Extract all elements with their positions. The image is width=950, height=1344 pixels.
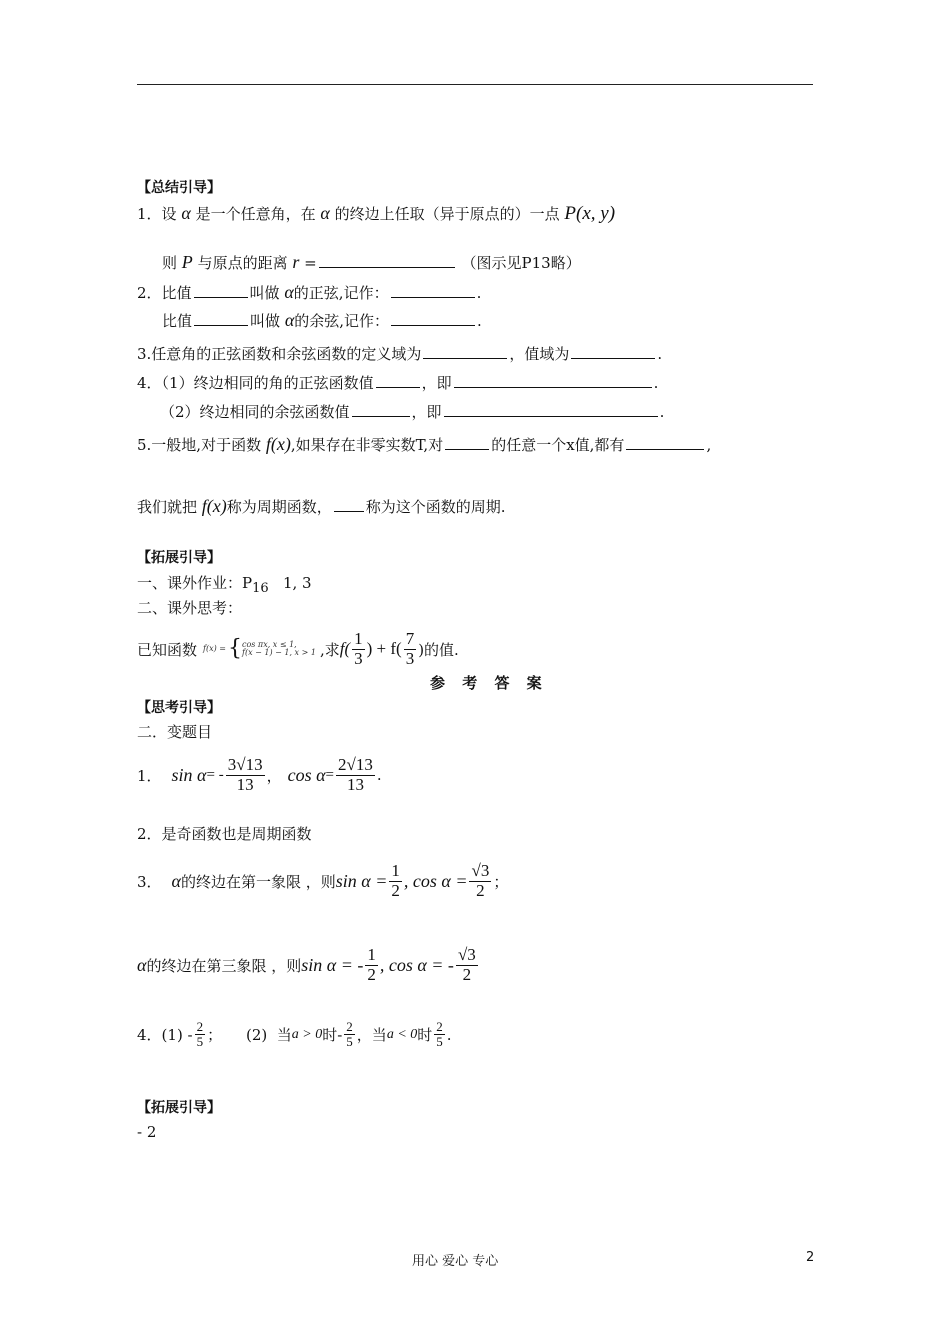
a4-t2: ，当 (356, 1026, 387, 1045)
numerator: 1 (367, 945, 376, 964)
period: . (376, 766, 382, 785)
alpha-symbol: α (137, 954, 147, 975)
answers-title: 参 考 答 案 (430, 674, 548, 692)
q5-l2-c: 称为这个函数的周期. (365, 498, 506, 516)
answer-1 (137, 756, 382, 794)
equals: = (325, 766, 335, 783)
q1-l2-a: 则 (162, 254, 178, 272)
answer-4 (137, 1020, 452, 1050)
fraction-seven-thirds (404, 630, 417, 668)
fill-blank (571, 344, 655, 359)
fraction-3sqrt13-13 (226, 756, 265, 794)
numerator: 1 (391, 861, 400, 880)
summary-q3: 3.任意角的正弦函数和余弦函数的定义域为 ，值域为 . (137, 345, 663, 363)
a3-text: 的终边在第一象限 ，则 (181, 872, 336, 891)
numerator: 7 (405, 629, 415, 648)
section-extension-heading: 【拓展引导】 (137, 550, 221, 566)
numerator: √3 (457, 945, 476, 964)
denominator: 2 (367, 964, 376, 984)
fill-blank (194, 311, 248, 326)
semicolon: ； (493, 872, 509, 891)
symbol-p: P (181, 252, 193, 272)
brace-icon: { (227, 636, 242, 662)
cos-alpha: cos α (287, 764, 326, 785)
plus-f: ) + f( (366, 639, 402, 659)
section-summary-heading: 【总结引导】 (137, 180, 221, 196)
alpha-symbol: α (171, 870, 181, 891)
summary-q5-line2 (137, 496, 506, 517)
q1-text-b: 是一个任意角，在 (195, 205, 316, 223)
fraction-2-5 (434, 1020, 445, 1050)
summary-q4-line2: （2）终边相同的余弦函数值 ，即 . (160, 403, 665, 421)
equals-minus: = - (206, 766, 224, 783)
denominator: 13 (236, 774, 254, 794)
fraction-2sqrt13-13 (336, 756, 375, 794)
a4-label: 4．(1) - (137, 1026, 193, 1045)
variation-title: 二．变题目 (137, 723, 213, 741)
sin-alpha-eq: sin α = - (301, 954, 364, 975)
footer-motto: 用心 爱心 专心 (412, 1254, 499, 1269)
piecewise-cases (242, 641, 316, 657)
q2-l2-a: 比值 (162, 312, 193, 330)
fraction-sqrt3-2 (469, 862, 491, 900)
denominator: 3 (405, 648, 415, 668)
case-bottom: f(x − 1) − 1, x > 1 (241, 648, 316, 658)
close-text: )的值. (418, 640, 459, 659)
q4-b: ，即 (421, 374, 452, 392)
extension-problem (137, 630, 459, 668)
section-thinking-heading: 【思考引导】 (137, 700, 221, 716)
cos-alpha-eq: , cos α = - (379, 954, 454, 975)
denominator: 13 (346, 774, 364, 794)
q1-text-a: 1．设 (137, 205, 177, 223)
fill-blank (626, 435, 704, 450)
summary-q4: 4．（1）终边相同的角的正弦函数值 ，即 . (137, 374, 659, 392)
section-extension2-heading: 【拓展引导】 (137, 1100, 221, 1116)
fill-blank (445, 435, 489, 450)
page-subscript: 16 (252, 581, 269, 596)
fraction-one-third (352, 630, 365, 668)
period: . (446, 1025, 452, 1044)
numerator: √3 (471, 861, 490, 880)
function-fx: f(x) (265, 434, 291, 454)
q4-a: 4．（1）终边相同的角的正弦函数值 (137, 374, 374, 392)
f-open: f( (339, 639, 351, 659)
fraction-2-5 (195, 1020, 206, 1050)
fill-blank (391, 283, 475, 298)
q2-l2-c: 的余弦,记作： (294, 312, 390, 330)
fill-blank (352, 402, 410, 417)
numerator: 2 (346, 1019, 353, 1034)
summary-q5: 5.一般地,对于函数 f(x),如果存在非零实数T,对 的任意一个x值,都有 , (137, 434, 712, 454)
denominator: 2 (462, 964, 472, 984)
cos-alpha-eq: , cos α = (403, 870, 468, 891)
a4-sep: ； (2) 当 (207, 1026, 292, 1045)
q1-l2-c: （图示见P13略） (461, 254, 581, 272)
numerator: 2 (196, 1019, 204, 1034)
answer-3 (137, 862, 508, 900)
fill-blank (391, 311, 475, 326)
alpha-symbol: α (320, 203, 330, 223)
summary-q1 (137, 203, 615, 225)
equals: = (304, 254, 317, 272)
cond-a-positive: a > 0 (291, 1026, 323, 1042)
fraction-2-5 (344, 1020, 355, 1050)
denominator: 2 (391, 880, 400, 900)
point-p: P(x, y) (564, 203, 616, 224)
fill-blank (454, 373, 652, 388)
fill-blank (444, 402, 658, 417)
sin-alpha-eq: sin α = (335, 870, 388, 891)
header-rule (137, 84, 813, 85)
denominator: 5 (346, 1034, 353, 1050)
q5-b: ,如果存在非零实数T,对 (290, 436, 444, 454)
numerator: 2 (436, 1019, 443, 1034)
ask-text: ,求 (319, 640, 340, 659)
q5-c: 的任意一个x值,都有 (491, 436, 625, 454)
fill-blank (319, 253, 455, 268)
comma: ， (266, 766, 282, 785)
fraction-half (389, 862, 402, 900)
q5-l2-a: 我们就把 (137, 498, 198, 516)
a3b-text: 的终边在第三象限 ，则 (146, 956, 302, 975)
a4-t1: 时- (322, 1026, 343, 1045)
numerator: 1 (354, 629, 363, 648)
q1-text-c: 的终边上任取（异于原点的）一点 (334, 205, 560, 223)
q4-l2-a: （2）终边相同的余弦函数值 (160, 403, 350, 421)
q3-b: ，值域为 (509, 345, 570, 363)
alpha-symbol: α (284, 282, 294, 302)
homework-items: 1, 3 (282, 574, 312, 592)
q3-a: 3.任意角的正弦函数和余弦函数的定义域为 (137, 345, 422, 363)
given-text: 已知函数 (137, 640, 198, 659)
fill-blank (334, 497, 364, 512)
summary-q1-line2 (162, 252, 581, 273)
numerator: 2√13 (338, 755, 373, 774)
q5-l2-b: 称为周期函数， (226, 498, 332, 516)
summary-q2-line2: 比值 叫做 α的余弦,记作： . (162, 310, 482, 330)
a1-label: 1． (137, 766, 162, 785)
a4-t3: 时 (417, 1026, 433, 1045)
q2-c: 的正弦,记作： (293, 284, 389, 302)
alpha-symbol: α (181, 203, 191, 223)
cond-a-negative: a < 0 (386, 1026, 418, 1042)
homework-label: 一、课外作业：P (137, 574, 253, 592)
denominator: 2 (476, 880, 485, 900)
answer-2: 2．是奇函数也是周期函数 (137, 825, 312, 843)
case-top: cos πx, x ≤ 1, (241, 640, 297, 650)
extension-think: 二、课外思考： (137, 599, 243, 617)
sin-alpha: sin α (171, 764, 207, 785)
q1-l2-b: 与原点的距离 (197, 254, 288, 272)
fill-blank (194, 283, 248, 298)
page-number: 2 (806, 1250, 815, 1265)
a3-label: 3． (137, 872, 162, 891)
q2-l2-b: 叫做 (250, 312, 281, 330)
q5-a: 5.一般地,对于函数 (137, 436, 262, 454)
fraction-sqrt3-2 (456, 946, 478, 984)
numerator: 3√13 (227, 755, 263, 774)
q2-b: 叫做 (249, 284, 280, 302)
function-f-small: f(x) = (203, 644, 226, 654)
function-fx: f(x) (201, 496, 227, 516)
symbol-r: r (292, 252, 300, 272)
fill-blank (423, 344, 507, 359)
summary-q2: 2．比值 叫做 α的正弦,记作： . (137, 282, 482, 302)
denominator: 5 (436, 1034, 443, 1050)
fill-blank (376, 373, 420, 388)
denominator: 3 (354, 648, 363, 668)
fraction-half (365, 946, 378, 984)
q4-l2-b: ，即 (411, 403, 442, 421)
alpha-symbol: α (284, 310, 295, 330)
denominator: 5 (196, 1034, 204, 1050)
answer-3b (137, 946, 480, 984)
q2-a: 2．比值 (137, 284, 192, 302)
extension-homework (137, 572, 312, 596)
extension-answer: - 2 (137, 1123, 157, 1141)
